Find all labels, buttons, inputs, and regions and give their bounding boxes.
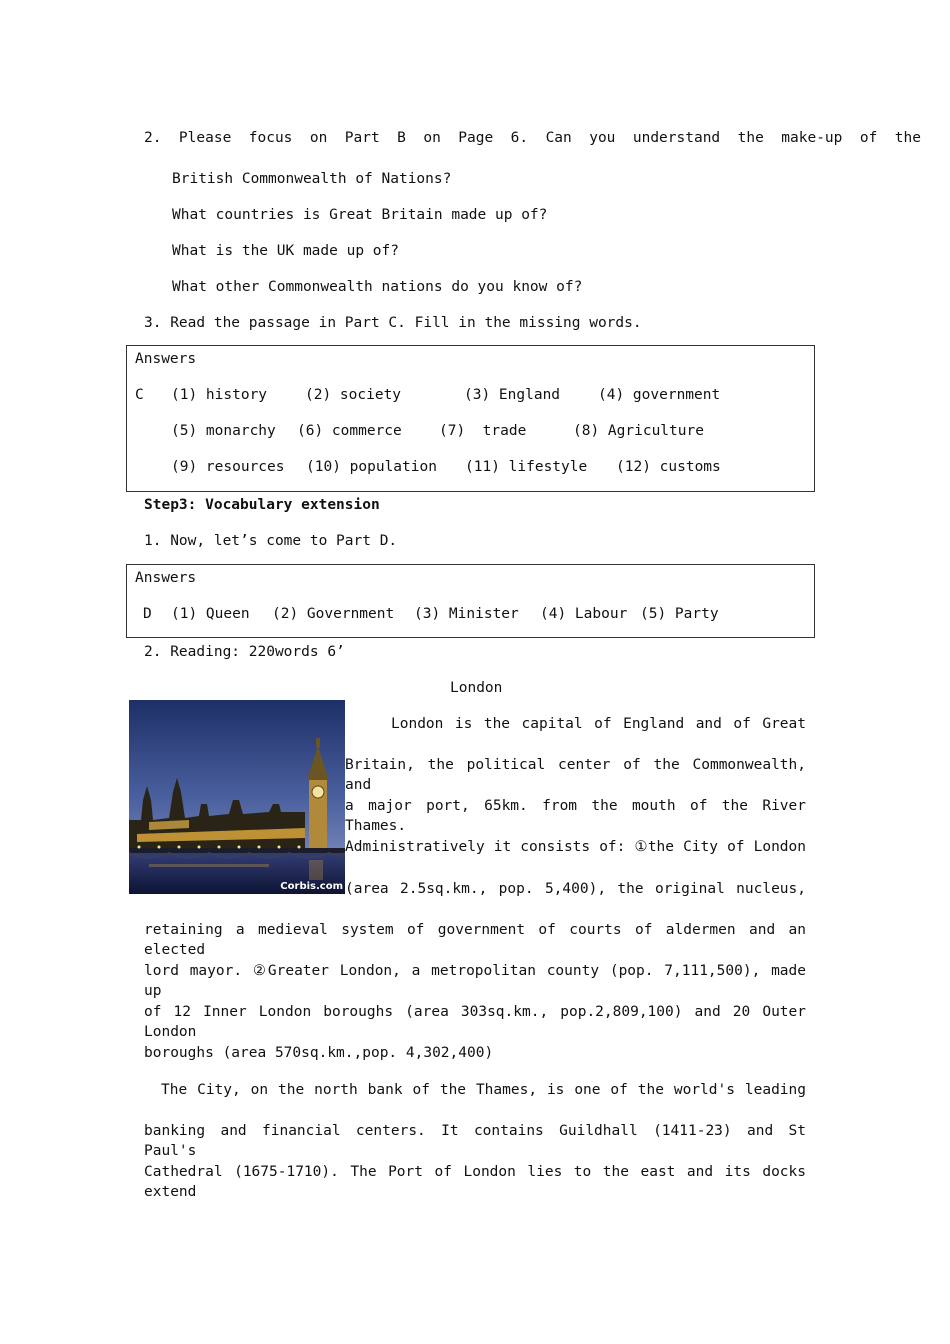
answer-d-1: (1) Queen (171, 606, 250, 622)
passage-p1-line-9: boroughs (area 570sq.km.,pop. 4,302,400) (144, 1045, 494, 1061)
reading-label: 2. Reading: 220words 6’ (144, 644, 345, 660)
answer-d-4: (4) Labour (540, 606, 628, 622)
passage-p1-line-6: retaining a medieval system of government of courts of aldermen and an elected (144, 922, 806, 958)
answer-c-3: (3) England (464, 387, 561, 403)
passage-p1-line-7: lord mayor. ②Greater London, a metropolitan county (pop. 7,111,500), made up (144, 963, 806, 999)
answers-d-title: Answers (135, 570, 197, 586)
photo-caption: Corbis.com (280, 881, 343, 892)
answer-c-9: (9) resources (171, 459, 285, 475)
passage-p1-line-8: of 12 Inner London boroughs (area 303sq.km., pop.2,809,100) and 20 Outer London (144, 1004, 806, 1040)
passage-title: London (450, 680, 503, 696)
q2-line-4: What is the UK made up of? (172, 243, 399, 259)
q3-text: 3. Read the passage in Part C. Fill in the missing words. (144, 315, 642, 331)
passage-p1-line-3: a major port, 65km. from the mouth of the River Thames. (345, 798, 806, 834)
answers-c-letter: C (135, 387, 144, 403)
answers-d-letter: D (143, 606, 152, 622)
answers-d-box (126, 564, 815, 638)
answer-c-2: (2) society (305, 387, 402, 403)
answer-c-12: (12) customs (616, 459, 721, 475)
answer-c-4: (4) government (598, 387, 721, 403)
q2-line-3: What countries is Great Britain made up of? (172, 207, 548, 223)
answer-c-11: (11) lifestyle (465, 459, 588, 475)
step3-heading: Step3: Vocabulary extension (144, 497, 380, 513)
answers-c-title: Answers (135, 351, 197, 367)
answer-c-8: (8) Agriculture (573, 423, 704, 439)
answer-d-3: (3) Minister (414, 606, 519, 622)
answer-c-7: (7) trade (439, 423, 527, 439)
passage-p2-line-1: The City, on the north bank of the Thames, is one of the world's leading (161, 1082, 806, 1098)
answer-c-10: (10) population (306, 459, 437, 475)
passage-p2-line-3: Cathedral (1675-1710). The Port of London lies to the east and its docks extend (144, 1164, 806, 1200)
london-photo (129, 700, 345, 894)
passage-p2-line-2: banking and financial centers. It contains Guildhall (1411-23) and St Paul's (144, 1123, 806, 1159)
answer-d-5: (5) Party (640, 606, 719, 622)
answer-c-5: (5) monarchy (171, 423, 276, 439)
passage-p1-line-4: Administratively it consists of: ①the City of London (345, 839, 806, 855)
step3-q1: 1. Now, let’s come to Part D. (144, 533, 398, 549)
passage-p1-line-1: London is the capital of England and of Great (391, 716, 806, 732)
q2-line-5: What other Commonwealth nations do you know of? (172, 279, 583, 295)
q2-line-1: 2. Please focus on Part B on Page 6. Can you understand the make-up of the (144, 130, 921, 146)
answer-c-6: (6) commerce (297, 423, 402, 439)
answer-d-2: (2) Government (272, 606, 395, 622)
answer-c-1: (1) history (171, 387, 268, 403)
q2-line-2: British Commonwealth of Nations? (172, 171, 452, 187)
passage-p1-line-5: (area 2.5sq.km., pop. 5,400), the original nucleus, (345, 881, 806, 897)
passage-p1-line-2: Britain, the political center of the Commonwealth, and (345, 757, 806, 793)
